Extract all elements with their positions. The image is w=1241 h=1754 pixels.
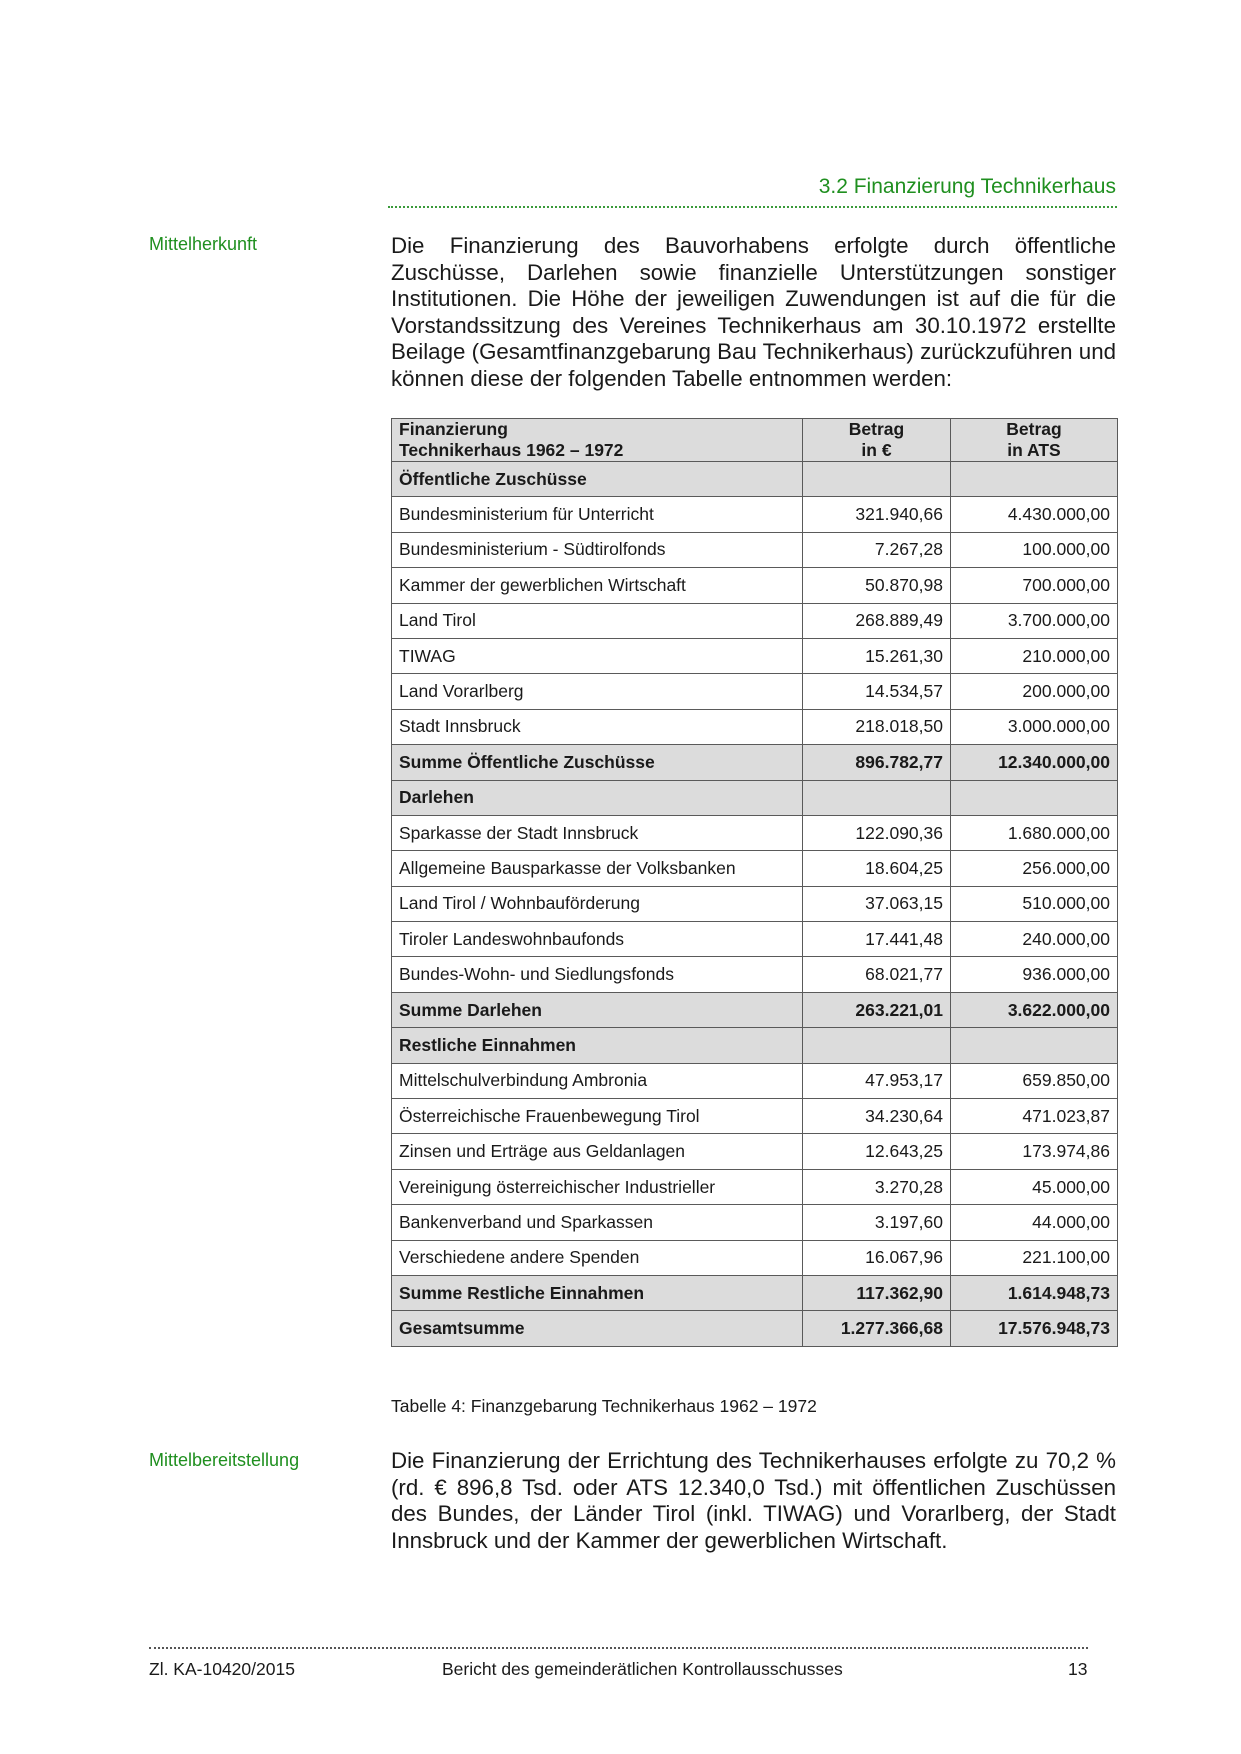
table-row [392,815,1118,850]
table-cell: 68.021,77 [803,957,951,992]
table-cell: 122.090,36 [803,815,951,850]
table-cell: 3.700.000,00 [951,603,1118,638]
table-cell: Restliche Einnahmen [392,1028,803,1063]
table-cell: 16.067,96 [803,1240,951,1275]
table-cell [803,1028,951,1063]
table-cell: 17.576.948,73 [951,1311,1118,1346]
table-row [392,992,1118,1027]
table-cell: Gesamtsumme [392,1311,803,1346]
table-cell: 15.261,30 [803,638,951,673]
table-cell: 700.000,00 [951,568,1118,603]
table-cell: 659.850,00 [951,1063,1118,1098]
table-row [392,1240,1118,1275]
table-header-row [392,419,1118,462]
table-row [392,1134,1118,1169]
table-row [392,1205,1118,1240]
heading-divider [388,206,1117,208]
table-row [392,674,1118,709]
table-cell [951,462,1118,497]
table-cell: 4.430.000,00 [951,497,1118,532]
footer-divider [149,1647,1088,1649]
table-cell: 50.870,98 [803,568,951,603]
table-row [392,1169,1118,1204]
paragraph-mittelherkunft: Die Finanzierung des Bauvorhabens erfolgte durch öffentliche Zuschüsse, Darlehen sowie finanzielle Unterstützungen sonstiger Institutionen. Die Höhe der jeweiligen Zuwendungen ist auf die für die Vorstandssitzung des Vereines Technikerhaus am 30.10.1972 erstellte Beilage (Gesamtfinanzgebarung Bau Technikerhaus) zurückzuführen und können diese der folgenden Tabelle entnommen werden: [391,233,1116,391]
table-cell: Kammer der gewerblichen Wirtschaft [392,568,803,603]
table-cell: 321.940,66 [803,497,951,532]
table-row [392,780,1118,815]
table-cell: 210.000,00 [951,638,1118,673]
table-cell: Tiroler Landeswohnbaufonds [392,922,803,957]
table-row [392,1311,1118,1346]
table-row [392,1028,1118,1063]
table-cell: 7.267,28 [803,532,951,567]
table-cell: 471.023,87 [951,1099,1118,1134]
table-cell [803,462,951,497]
table-cell: Österreichische Frauenbewegung Tirol [392,1099,803,1134]
table-row [392,532,1118,567]
table-cell: 1.614.948,73 [951,1275,1118,1310]
table-cell: 17.441,48 [803,922,951,957]
table-cell: 263.221,01 [803,992,951,1027]
table-cell: 37.063,15 [803,886,951,921]
table-cell: 218.018,50 [803,709,951,744]
table-cell: 3.197,60 [803,1205,951,1240]
table-cell: Land Vorarlberg [392,674,803,709]
table-header-cell: Finanzierung Technikerhaus 1962 – 1972 [392,419,803,462]
page-number: 13 [1068,1659,1088,1679]
table-row [392,922,1118,957]
table-cell: 3.270,28 [803,1169,951,1204]
table-cell: Verschiedene andere Spenden [392,1240,803,1275]
footer-title: Bericht des gemeinderätlichen Kontrollausschusses [442,1659,843,1679]
table-cell: Bundesministerium - Südtirolfonds [392,532,803,567]
table-row [392,497,1118,532]
table-cell: 173.974,86 [951,1134,1118,1169]
table-cell: Bankenverband und Sparkassen [392,1205,803,1240]
table-cell: 200.000,00 [951,674,1118,709]
table-row [392,603,1118,638]
table-cell [951,780,1118,815]
table-row [392,886,1118,921]
footer-reference: Zl. KA-10420/2015 [149,1659,295,1679]
table-cell: 1.680.000,00 [951,815,1118,850]
table-cell [951,1028,1118,1063]
table-cell: 12.340.000,00 [951,745,1118,780]
table-cell: 44.000,00 [951,1205,1118,1240]
paragraph-mittelbereitstellung: Die Finanzierung der Errichtung des Technikerhauses erfolgte zu 70,2 % (rd. € 896,8 Tsd. oder ATS 12.340,0 Tsd.) mit öffentlichen Zuschüssen des Bundes, der Länder Tirol (inkl. TIWAG) und Vorarlberg, der Stadt Innsbruck und der Kammer der gewerblichen Wirtschaft. [391,1448,1116,1553]
table-row [392,1275,1118,1310]
table-row [392,709,1118,744]
section-heading: 3.2 Finanzierung Technikerhaus [818,175,1116,198]
table-cell: 47.953,17 [803,1063,951,1098]
table-cell: Summe Öffentliche Zuschüsse [392,745,803,780]
table-row [392,851,1118,886]
table-cell: Zinsen und Erträge aus Geldanlagen [392,1134,803,1169]
table-cell: Öffentliche Zuschüsse [392,462,803,497]
table-cell: 896.782,77 [803,745,951,780]
table-cell: Land Tirol [392,603,803,638]
table-cell: 1.277.366,68 [803,1311,951,1346]
table-header-cell: Betrag in ATS [951,419,1118,462]
table-cell: Summe Restliche Einnahmen [392,1275,803,1310]
table-caption: Tabelle 4: Finanzgebarung Technikerhaus 1962 – 1972 [391,1396,817,1416]
table-row [392,745,1118,780]
table-header-cell: Betrag in € [803,419,951,462]
table-cell: Stadt Innsbruck [392,709,803,744]
table-cell: 221.100,00 [951,1240,1118,1275]
table-cell: Summe Darlehen [392,992,803,1027]
financing-table [391,418,1118,1347]
table-cell: 936.000,00 [951,957,1118,992]
table-cell: Mittelschulverbindung Ambronia [392,1063,803,1098]
table-cell: Darlehen [392,780,803,815]
table-cell: 117.362,90 [803,1275,951,1310]
table-cell: 268.889,49 [803,603,951,638]
table-cell: Bundes-Wohn- und Siedlungsfonds [392,957,803,992]
table-cell: Land Tirol / Wohnbauförderung [392,886,803,921]
table-cell: Allgemeine Bausparkasse der Volksbanken [392,851,803,886]
table-cell: 45.000,00 [951,1169,1118,1204]
table-cell: 3.622.000,00 [951,992,1118,1027]
table-cell: 100.000,00 [951,532,1118,567]
table-row [392,1063,1118,1098]
table-cell: 240.000,00 [951,922,1118,957]
table-cell: Sparkasse der Stadt Innsbruck [392,815,803,850]
table-cell: 3.000.000,00 [951,709,1118,744]
margin-label-mittelbereitstellung: Mittelbereitstellung [149,1450,300,1470]
table-cell: 256.000,00 [951,851,1118,886]
margin-label-mittelherkunft: Mittelherkunft [149,234,258,254]
table-cell: 18.604,25 [803,851,951,886]
table-row [392,568,1118,603]
table-cell: Vereinigung österreichischer Industrieller [392,1169,803,1204]
table-cell [803,780,951,815]
table-cell: Bundesministerium für Unterricht [392,497,803,532]
table-cell: 12.643,25 [803,1134,951,1169]
table-cell: TIWAG [392,638,803,673]
table-row [392,957,1118,992]
table-cell: 14.534,57 [803,674,951,709]
table-row [392,462,1118,497]
table-cell: 510.000,00 [951,886,1118,921]
table-row [392,1099,1118,1134]
table-row [392,638,1118,673]
table-cell: 34.230,64 [803,1099,951,1134]
